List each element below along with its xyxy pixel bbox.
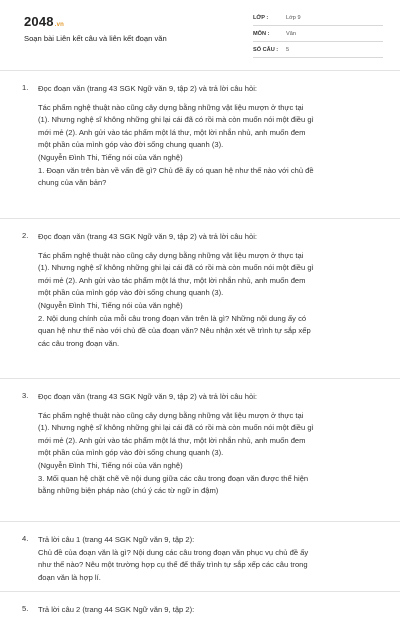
question-text: đoạn văn là hợp lí.	[38, 572, 101, 582]
passage-line: một phần của mình góp vào đời sống chung quanh (3).	[38, 288, 224, 298]
info-value: 5	[286, 47, 290, 53]
question-number: 3.	[22, 391, 29, 400]
info-label: MÔN :	[253, 31, 270, 37]
question-number: 4.	[22, 534, 29, 543]
question-list	[0, 70, 400, 631]
info-row-class	[253, 13, 383, 26]
passage-line: Tác phẩm nghệ thuật nào cũng cây dựng bằng những vật liệu mượn ở thực tại	[38, 250, 304, 260]
question-text: các câu trong đoạn văn.	[38, 338, 120, 348]
passage-source: (Nguyễn Đình Thi, Tiếng nói của văn nghệ)	[38, 460, 183, 470]
passage-line: (1). Nhưng nghệ sĩ không những ghi lại cái đã có rồi mà còn muốn nói một điều gì	[38, 115, 314, 125]
question-text: 2. Nội dung chính của mỗi câu trong đoạn văn trên là gì? Những nội dung ấy có	[38, 313, 307, 323]
question-intro: Đọc đoạn văn (trang 43 SGK Ngữ văn 9, tập 2) và trả lời câu hỏi:	[38, 392, 258, 401]
question-number: 1.	[22, 83, 29, 92]
question-text: chung của văn bản?	[38, 178, 107, 188]
logo-suffix: .vn	[54, 22, 65, 28]
question-item	[0, 378, 400, 521]
passage	[38, 410, 380, 498]
passage-source: (Nguyễn Đình Thi, Tiếng nói của văn nghệ)	[38, 152, 183, 162]
passage	[38, 250, 380, 351]
passage-line: mới mẻ (2). Anh gửi vào tác phẩm một lá thư, một lời nhắn nhủ, anh muốn đem	[38, 435, 306, 445]
passage-source: (Nguyễn Đình Thi, Tiếng nói của văn nghệ)	[38, 300, 183, 310]
question-text: 1. Đoạn văn trên bàn về vấn đề gì? Chủ đề ấy có quan hệ như thế nào với chủ đề	[38, 165, 314, 175]
info-label: SỐ CÂU :	[253, 47, 279, 53]
passage-line: một phần của mình góp vào đời sống chung quanh (3).	[38, 140, 224, 150]
passage-line: mới mẻ (2). Anh gửi vào tác phẩm một lá thư, một lời nhắn nhủ, anh muốn đem	[38, 127, 306, 137]
question-text: 3. Mối quan hệ chặt chẽ về nội dung giữa các câu trong đoạn văn được thể hiện	[38, 473, 309, 483]
passage-line: một phần của mình góp vào đời sống chung quanh (3).	[38, 448, 224, 458]
passage	[38, 102, 380, 190]
question-item	[0, 70, 400, 218]
passage-line: (1). Nhưng nghệ sĩ không những ghi lại cái đã có rồi mà còn muốn nói một điều gì	[38, 263, 314, 273]
info-row-subject	[253, 29, 383, 42]
document-title: Soạn bài Liên kết câu và liên kết đoạn văn	[24, 34, 167, 43]
info-value: Văn	[286, 31, 296, 37]
passage-line: mới mẻ (2). Anh gửi vào tác phẩm một lá thư, một lời nhắn nhủ, anh muốn đem	[38, 275, 306, 285]
document-header	[0, 0, 400, 64]
info-box	[253, 13, 383, 61]
question-number: 2.	[22, 231, 29, 240]
question-text: Chủ đề của đoạn văn là gì? Nội dung các câu trong đoạn văn phục vụ chủ đề ấy	[38, 547, 309, 557]
passage-line: Tác phẩm nghệ thuật nào cũng cây dựng bằng những vật liệu mượn ở thực tại	[38, 410, 304, 420]
question-item	[0, 591, 400, 631]
info-row-question-count	[253, 45, 383, 58]
question-text: bằng những biện pháp nào (chú ý các từ ngữ in đậm)	[38, 486, 219, 496]
passage-line: Tác phẩm nghệ thuật nào cũng cây dựng bằng những vật liệu mượn ở thực tại	[38, 102, 304, 112]
question-item	[0, 521, 400, 591]
question-intro: Đọc đoạn văn (trang 43 SGK Ngữ văn 9, tập 2) và trả lời câu hỏi:	[38, 232, 258, 241]
logo-text: 2048	[24, 14, 54, 29]
question-intro: Đọc đoạn văn (trang 43 SGK Ngữ văn 9, tập 2) và trả lời câu hỏi:	[38, 84, 258, 93]
info-value: Lớp 9	[286, 15, 301, 21]
question-text: quan hệ như thế nào với chủ đề của đoạn văn? Nêu nhận xét về trình tự sắp xếp	[38, 326, 311, 336]
question-intro: Trả lời câu 1 (trang 44 SGK Ngữ văn 9, tập 2):	[38, 535, 195, 544]
question-intro: Trả lời câu 2 (trang 44 SGK Ngữ văn 9, tập 2):	[38, 605, 195, 614]
site-logo[interactable]	[24, 14, 64, 29]
info-label: LỚP :	[253, 15, 269, 21]
passage-line: (1). Nhưng nghệ sĩ không những ghi lại cái đã có rồi mà còn muốn nói một điều gì	[38, 423, 314, 433]
question-item	[0, 218, 400, 378]
question-text: như thế nào? Nêu một trường hợp cụ thể để thấy trình tự sắp xếp các câu trong	[38, 560, 308, 570]
question-number: 5.	[22, 604, 29, 613]
